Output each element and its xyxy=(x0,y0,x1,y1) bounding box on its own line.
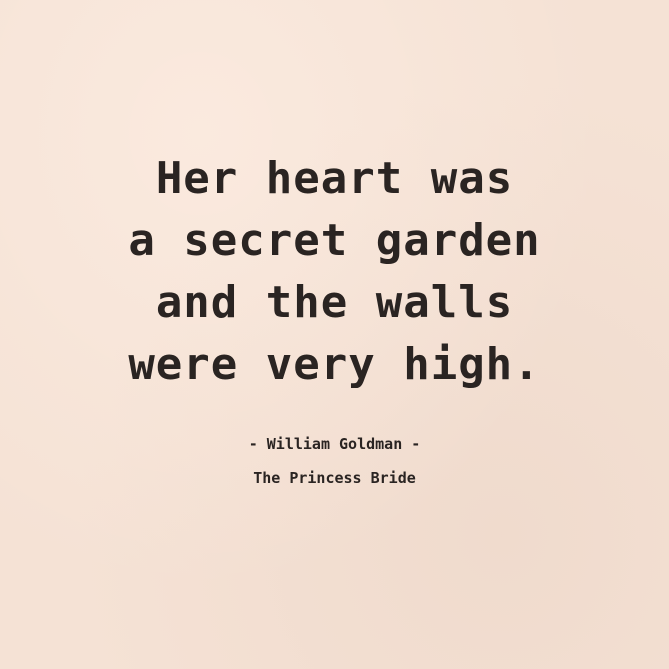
quote-text xyxy=(0,148,669,396)
attribution xyxy=(0,427,669,495)
book-title: The Princess Bride xyxy=(253,469,416,487)
quote-line-2: a secret garden xyxy=(128,215,541,266)
quote-line-1: Her heart was xyxy=(155,153,514,204)
author-name: - William Goldman - xyxy=(248,435,421,453)
quote-line-3: and the walls xyxy=(155,277,514,328)
quote-line-4: were very high. xyxy=(128,339,541,390)
